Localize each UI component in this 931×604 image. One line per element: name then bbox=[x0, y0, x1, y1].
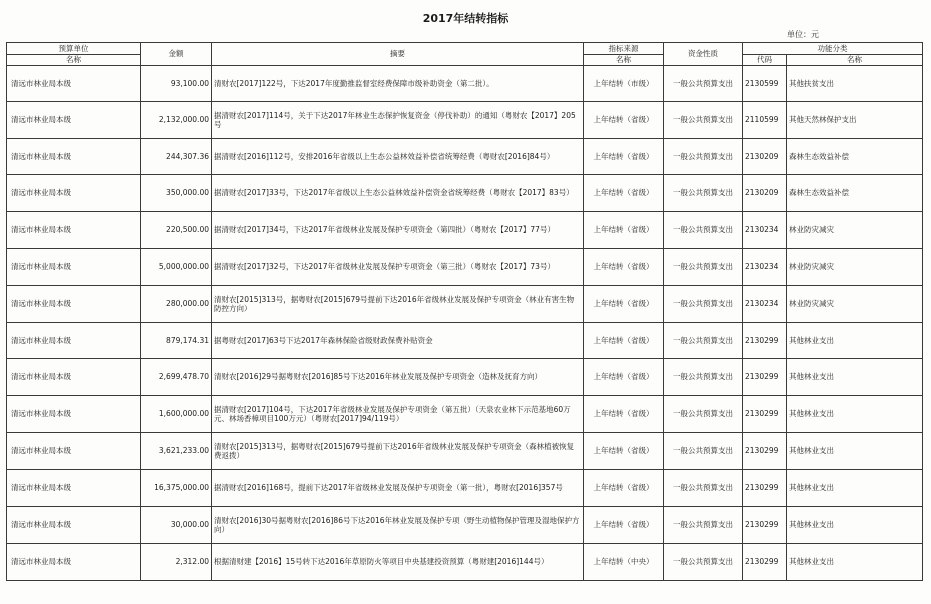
function-code-cell: 2110599 bbox=[743, 102, 787, 139]
fund-nature-cell: 一般公共预算支出 bbox=[664, 433, 743, 470]
amount-cell: 3,621,233.00 bbox=[141, 433, 212, 470]
amount-cell: 2,312.00 bbox=[141, 544, 212, 581]
fund-nature-cell: 一般公共预算支出 bbox=[664, 396, 743, 433]
summary-cell: 据清财农[2017]33号，下达2017年省级以上生态公益林效益补偿资金省统筹经费（粤财农【2017】83号） bbox=[212, 175, 584, 212]
amount-cell: 244,307.36 bbox=[141, 139, 212, 175]
function-name-cell: 林业防灾减灾 bbox=[787, 212, 923, 249]
amount-cell: 30,000.00 bbox=[141, 507, 212, 544]
function-code-cell: 2130299 bbox=[743, 507, 787, 544]
unit-name-cell: 清远市林业局本级 bbox=[7, 175, 141, 212]
source-cell: 上年结转（省级） bbox=[584, 359, 664, 396]
source-cell: 上年结转（省级） bbox=[584, 212, 664, 249]
amount-cell: 93,100.00 bbox=[141, 66, 212, 102]
amount-cell: 2,132,000.00 bbox=[141, 102, 212, 139]
amount-cell: 220,500.00 bbox=[141, 212, 212, 249]
fund-nature-cell: 一般公共预算支出 bbox=[664, 470, 743, 507]
source-cell: 上年结转（省级） bbox=[584, 470, 664, 507]
source-cell: 上年结转（省级） bbox=[584, 175, 664, 212]
table-row bbox=[7, 433, 923, 470]
function-code-cell: 2130299 bbox=[743, 544, 787, 581]
amount-cell: 2,699,478.70 bbox=[141, 359, 212, 396]
fund-nature-cell: 一般公共预算支出 bbox=[664, 102, 743, 139]
summary-cell: 清财农[2015]313号，据粤财农[2015]679号提前下达2016年省级林业发展及保护专项资金（森林植被恢复费返拨） bbox=[212, 433, 584, 470]
table-row bbox=[7, 396, 923, 433]
summary-cell: 根据清财建【2016】15号转下达2016年草原防火等项目中央基建投资预算（粤财建[2016]144号） bbox=[212, 544, 584, 581]
fund-nature-cell: 一般公共预算支出 bbox=[664, 544, 743, 581]
function-name-cell: 其他林业支出 bbox=[787, 359, 923, 396]
document-title: 2017年结转指标 bbox=[422, 12, 509, 25]
unit-name-cell: 清远市林业局本级 bbox=[7, 286, 141, 323]
amount-cell: 879,174.31 bbox=[141, 323, 212, 359]
unit-name-cell: 清远市林业局本级 bbox=[7, 359, 141, 396]
unit-name-cell: 清远市林业局本级 bbox=[7, 396, 141, 433]
source-cell: 上年结转（省级） bbox=[584, 507, 664, 544]
function-name-cell: 林业防灾减灾 bbox=[787, 249, 923, 286]
unit-label: 单位：元 bbox=[787, 30, 819, 39]
source-cell: 上年结转（省级） bbox=[584, 396, 664, 433]
function-code-cell: 2130299 bbox=[743, 433, 787, 470]
header-source-name: 名称 bbox=[584, 55, 664, 66]
function-code-cell: 2130299 bbox=[743, 470, 787, 507]
table-row bbox=[7, 323, 923, 359]
header-function-class: 功能分类 bbox=[743, 43, 923, 55]
function-name-cell: 其他林业支出 bbox=[787, 544, 923, 581]
fund-nature-cell: 一般公共预算支出 bbox=[664, 507, 743, 544]
source-cell: 上年结转（市级） bbox=[584, 66, 664, 102]
fund-nature-cell: 一般公共预算支出 bbox=[664, 139, 743, 175]
function-name-cell: 森林生态效益补偿 bbox=[787, 139, 923, 175]
table-row bbox=[7, 175, 923, 212]
header-amount: 金额 bbox=[141, 43, 212, 66]
summary-cell: 据清财农[2016]168号，提前下达2017年省级林业发展及保护专项资金（第一批），粤财农[2016]357号 bbox=[212, 470, 584, 507]
header-budget-unit: 预算单位 bbox=[7, 43, 141, 55]
header-summary: 摘要 bbox=[212, 43, 584, 66]
function-code-cell: 2130299 bbox=[743, 323, 787, 359]
summary-cell: 据清财农[2017]114号，关于下达2017年林业生态保护恢复资金（停伐补助）的通知（粤财农【2017】205号 bbox=[212, 102, 584, 139]
summary-cell: 清财农[2016]30号据粤财农[2016]86号下达2016年林业发展及保护专项（野生动植物保护管理及湿地保护方向） bbox=[212, 507, 584, 544]
function-name-cell: 森林生态效益补偿 bbox=[787, 175, 923, 212]
header-code: 代码 bbox=[743, 55, 787, 66]
unit-name-cell: 清远市林业局本级 bbox=[7, 507, 141, 544]
fund-nature-cell: 一般公共预算支出 bbox=[664, 323, 743, 359]
summary-cell: 清财农[2015]313号，据粤财农[2015]679号提前下达2016年省级林业发展及保护专项资金（林业有害生物防控方向） bbox=[212, 286, 584, 323]
unit-name-cell: 清远市林业局本级 bbox=[7, 139, 141, 175]
header-function-name: 名称 bbox=[787, 55, 923, 66]
function-name-cell: 其他林业支出 bbox=[787, 396, 923, 433]
source-cell: 上年结转（省级） bbox=[584, 323, 664, 359]
unit-name-cell: 清远市林业局本级 bbox=[7, 212, 141, 249]
function-code-cell: 2130299 bbox=[743, 396, 787, 433]
source-cell: 上年结转（省级） bbox=[584, 139, 664, 175]
unit-name-cell: 清远市林业局本级 bbox=[7, 323, 141, 359]
fund-nature-cell: 一般公共预算支出 bbox=[664, 212, 743, 249]
summary-cell: 据清财农[2017]104号，下达2017年省级林业发展及保护专项资金（第五批）（天泉农业林下示范基地60万元、林场香樟项目100万元）（粤财农[2017]94/119号） bbox=[212, 396, 584, 433]
table-row bbox=[7, 507, 923, 544]
function-code-cell: 2130299 bbox=[743, 359, 787, 396]
table-row bbox=[7, 212, 923, 249]
table-row bbox=[7, 102, 923, 139]
amount-cell: 1,600,000.00 bbox=[141, 396, 212, 433]
function-name-cell: 其他林业支出 bbox=[787, 470, 923, 507]
budget-table bbox=[6, 42, 923, 581]
summary-cell: 据清财农[2016]112号，安排2016年省级以上生态公益林效益补偿省统筹经费（粤财农[2016]84号） bbox=[212, 139, 584, 175]
header-unit-name: 名称 bbox=[7, 55, 141, 66]
summary-cell: 据粤财农[2017]63号下达2017年森林保险省级财政保费补贴资金 bbox=[212, 323, 584, 359]
fund-nature-cell: 一般公共预算支出 bbox=[664, 66, 743, 102]
function-code-cell: 2130209 bbox=[743, 139, 787, 175]
function-code-cell: 2130599 bbox=[743, 66, 787, 102]
header-indicator-source: 指标来源 bbox=[584, 43, 664, 55]
source-cell: 上年结转（省级） bbox=[584, 286, 664, 323]
function-name-cell: 其他林业支出 bbox=[787, 323, 923, 359]
source-cell: 上年结转（省级） bbox=[584, 102, 664, 139]
amount-cell: 5,000,000.00 bbox=[141, 249, 212, 286]
amount-cell: 280,000.00 bbox=[141, 286, 212, 323]
function-code-cell: 2130234 bbox=[743, 249, 787, 286]
function-code-cell: 2130234 bbox=[743, 286, 787, 323]
table-row bbox=[7, 286, 923, 323]
source-cell: 上年结转（中央） bbox=[584, 544, 664, 581]
table-row bbox=[7, 66, 923, 102]
fund-nature-cell: 一般公共预算支出 bbox=[664, 175, 743, 212]
source-cell: 上年结转（省级） bbox=[584, 433, 664, 470]
summary-cell: 据清财农[2017]32号，下达2017年省级林业发展及保护专项资金（第三批）（粤财农【2017】73号） bbox=[212, 249, 584, 286]
unit-name-cell: 清远市林业局本级 bbox=[7, 66, 141, 102]
table-row bbox=[7, 470, 923, 507]
function-name-cell: 其他林业支出 bbox=[787, 433, 923, 470]
unit-name-cell: 清远市林业局本级 bbox=[7, 102, 141, 139]
source-cell: 上年结转（省级） bbox=[584, 249, 664, 286]
unit-name-cell: 清远市林业局本级 bbox=[7, 470, 141, 507]
table-row bbox=[7, 139, 923, 175]
header-fund-nature: 资金性质 bbox=[664, 43, 743, 66]
summary-cell: 清财农[2017]122号，下达2017年度勤推监督室经费保障市级补助资金（第二批）。 bbox=[212, 66, 584, 102]
fund-nature-cell: 一般公共预算支出 bbox=[664, 249, 743, 286]
function-name-cell: 其他天然林保护支出 bbox=[787, 102, 923, 139]
summary-cell: 据清财农[2017]34号，下达2017年省级林业发展及保护专项资金（第四批）（粤财农【2017】77号） bbox=[212, 212, 584, 249]
function-name-cell: 其他扶贫支出 bbox=[787, 66, 923, 102]
fund-nature-cell: 一般公共预算支出 bbox=[664, 359, 743, 396]
amount-cell: 350,000.00 bbox=[141, 175, 212, 212]
summary-cell: 清财农[2016]29号据粤财农[2016]85号下达2016年林业发展及保护专项资金（造林及抚育方向） bbox=[212, 359, 584, 396]
function-name-cell: 林业防灾减灾 bbox=[787, 286, 923, 323]
fund-nature-cell: 一般公共预算支出 bbox=[664, 286, 743, 323]
unit-name-cell: 清远市林业局本级 bbox=[7, 249, 141, 286]
table-row bbox=[7, 544, 923, 581]
function-code-cell: 2130234 bbox=[743, 212, 787, 249]
function-code-cell: 2130209 bbox=[743, 175, 787, 212]
amount-cell: 16,375,000.00 bbox=[141, 470, 212, 507]
table-row bbox=[7, 359, 923, 396]
table-row bbox=[7, 249, 923, 286]
function-name-cell: 其他林业支出 bbox=[787, 507, 923, 544]
unit-name-cell: 清远市林业局本级 bbox=[7, 433, 141, 470]
unit-name-cell: 清远市林业局本级 bbox=[7, 544, 141, 581]
